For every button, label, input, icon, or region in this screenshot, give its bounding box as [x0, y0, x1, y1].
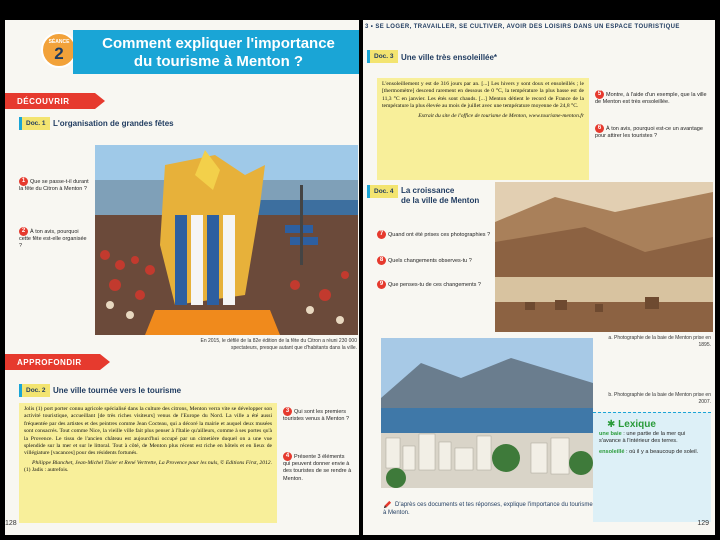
lesson-title-line2: du tourisme à Menton ?: [133, 53, 304, 70]
doc4-caption-b: b. Photographie de la baie de Menton prise en 2007.: [608, 392, 711, 405]
question-7: [377, 230, 492, 239]
lemon-festival-image: [95, 145, 358, 335]
lesson-badge-number: 2: [54, 44, 64, 63]
question-7-number: 7: [377, 230, 386, 239]
right-page: [363, 20, 715, 535]
lemon-festival-photo: [95, 145, 358, 335]
doc2-text: Jolis (1) port porter connu agricole spécialisé dans la culture des citrons, Menton verra vite se développer son activité touristique, accueillant [de très riches visiteurs] venus de l'Europe du Nord. La ville a été aussi fréquentée par des artistes et des peintres comme Jean Cocteau, qui a décoré la mairie et auquel deux musées sont consacrés. Tout comme Nice, la vieille ville fait plus penser à l'Italie qu'ailleurs, comme à ses portes qu'à la Provence. Le tissu de l'ancien château est aujourd'hui occupé par un cimetière duquel on a une vue splendide sur la mer et sur le littoral. Tout à côté, de Menton plus récent est riche en hôtels et en lieux de villégiature [vacances] pour des résidents fortunés.: [24, 406, 272, 457]
lexique-term: une baie: [599, 431, 622, 437]
question-3-number: 3: [283, 407, 292, 416]
section-discover-tab: DÉCOUVRIR: [5, 93, 95, 109]
question-4-text: Présente 3 éléments qui peuvent donner envie à des touristes de se rendre à Menton.: [283, 453, 352, 482]
doc3-label: Doc. 3: [367, 50, 398, 63]
lesson-title: [73, 30, 360, 74]
question-2-text: À ton avis, pourquoi cette fête est-elle organisée ?: [19, 228, 87, 250]
doc2-source: Philippe Blanchet, Jean-Michel Tixier et René Vertrette, La Provence pour les nuls, © Editions First, 2012.: [32, 459, 272, 466]
lesson-title-line1: Comment expliquer l'importance: [102, 35, 335, 52]
doc2-title: Une ville tournée vers le tourisme: [53, 386, 182, 395]
lexique-title-text: Lexique: [618, 419, 656, 430]
question-4-number: 4: [283, 452, 292, 461]
doc3-source: Extrait du site de l'office de tourisme de Menton, www.tourisme-menton.fr: [418, 112, 584, 119]
question-9-number: 9: [377, 280, 386, 289]
question-3: [283, 407, 353, 423]
doc2-label: Doc. 2: [19, 384, 50, 397]
doc4-title-line1: La croissance: [401, 186, 455, 195]
question-1-text: Que se passe-t-il durant la fête du Citron à Menton ?: [19, 178, 89, 193]
doc1-title: L'organisation de grandes fêtes: [53, 119, 174, 128]
question-6: [595, 124, 710, 140]
menton-2007-photo: [381, 338, 593, 488]
left-page: [5, 20, 360, 535]
question-7-text: Quand ont été prises ces photographies ?: [388, 231, 491, 238]
lexique-term: ensoleillé: [599, 449, 625, 455]
question-8: [377, 256, 492, 265]
doc1-label: Doc. 1: [19, 117, 50, 130]
question-9: [377, 280, 492, 289]
page-number-right: 129: [697, 520, 709, 527]
question-4: [283, 452, 353, 483]
menton-1895-photo: [495, 182, 713, 332]
question-5-number: 5: [595, 90, 604, 99]
question-6-text: À ton avis, pourquoi est-ce un avantage pour attirer les touristes ?: [595, 125, 703, 140]
question-8-text: Quels changements observes-tu ?: [388, 257, 472, 264]
lesson-badge-label: SÉANCE: [48, 39, 70, 45]
page-number-left: 128: [5, 520, 17, 527]
lexique-entry: [599, 431, 705, 445]
question-1-number: 1: [19, 177, 28, 186]
lexique-definition: : où il y a beaucoup de soleil.: [624, 449, 699, 455]
doc3-title: Une ville très ensoleillée*: [401, 53, 498, 62]
question-8-number: 8: [377, 256, 386, 265]
doc2-footnote: (1) Jadis : autrefois.: [24, 467, 69, 474]
menton-1895-image: [495, 182, 713, 332]
question-9-text: Que penses-tu de ces changements ?: [388, 281, 481, 288]
doc2-text-box: [19, 403, 277, 523]
chapter-heading: 3 • SE LOGER, TRAVAILLER, SE CULTIVER, AVOIR DES LOISIRS DANS UN ESPACE TOURISTIQUE: [365, 24, 680, 30]
doc3-text: L'ensoleillement y est de 316 jours par an. [...] Les hivers y sont doux et ensoleillés ; le [thermomètre] descend rarement en dessous de 0 °C, la température la plus basse est de 11,3 °C en janvier. Les étés sont chauds. [...] Menton détient le record de France de la température la plus élevée au mois de juillet avec une température moyenne de 24,8 °C.: [382, 81, 584, 110]
question-6-number: 6: [595, 124, 604, 133]
lexique-definition: : une partie de la mer qui s'avance à l'intérieur des terres.: [599, 431, 686, 444]
question-5-text: Montre, à l'aide d'un exemple, que la ville de Menton est très ensoleillée.: [595, 91, 707, 106]
question-3-text: Qui sont les premiers touristes venus à Menton ?: [283, 408, 350, 423]
final-question: [383, 500, 593, 517]
question-2-number: 2: [19, 227, 28, 236]
pencil-icon: [383, 500, 392, 509]
menton-2007-image: [381, 338, 593, 488]
doc4-title: [401, 186, 479, 206]
doc4-label: Doc. 4: [367, 185, 398, 198]
doc3-text-box: [377, 78, 589, 180]
lexique-title: ✱ Lexique: [607, 419, 656, 430]
doc4-title-line2: de la ville de Menton: [401, 196, 480, 205]
lesson-badge: [41, 32, 77, 68]
question-5: [595, 90, 710, 106]
doc1-caption: En 2015, le défilé de la 82e édition de la fête du Citron a réuni 230 000 spectateurs, presque autant que d'habitants dans la ville.: [200, 338, 357, 351]
question-2: [19, 227, 91, 251]
doc4-caption-a: a. Photographie de la baie de Menton prise en 1895.: [608, 335, 711, 348]
final-question-text: D'après ces documents et tes réponses, explique l'importance du tourisme à Menton.: [383, 502, 593, 516]
question-1: [19, 177, 91, 193]
section-deepen-tab: APPROFONDIR: [5, 354, 100, 370]
lexique-entry: [599, 449, 705, 456]
lexique-box: [593, 412, 711, 522]
